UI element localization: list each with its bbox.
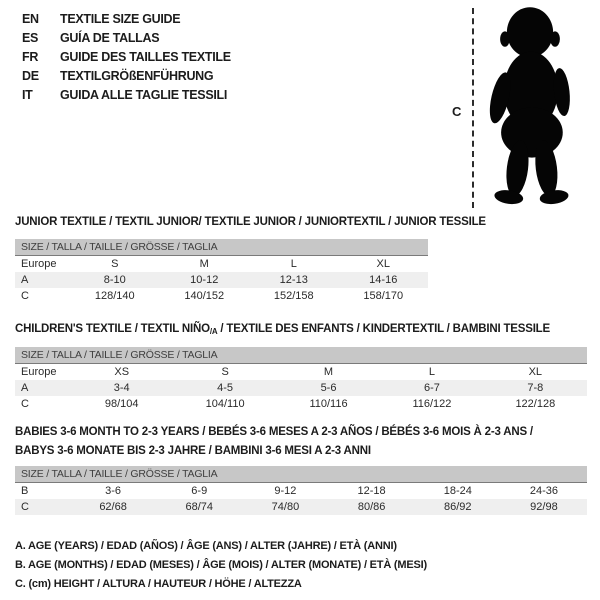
size-cell: M — [199, 258, 209, 270]
language-title: GUÍA DE TALLAS — [60, 31, 160, 45]
children-section-title — [15, 320, 550, 341]
size-cell: XL — [528, 366, 543, 378]
value-cell: 10-12 — [190, 274, 219, 286]
row-label: C — [21, 398, 29, 410]
value-cell: 3-4 — [113, 382, 130, 394]
value-cell: 80/86 — [357, 501, 386, 513]
value-cell: 140/152 — [184, 290, 225, 302]
language-code: ES — [22, 31, 39, 45]
table-row — [15, 396, 587, 412]
row-label: A — [21, 274, 29, 286]
size-cell: XL — [376, 258, 390, 270]
value-cell: 152/158 — [273, 290, 314, 302]
babies-section-title-line2: BABYS 3-6 MONATE BIS 2-3 JAHRE / BAMBINI 3-6 MESI A 2-3 ANNI — [15, 445, 371, 457]
value-cell: 3-6 — [105, 485, 122, 497]
table-row — [15, 499, 587, 515]
value-cell: 6-7 — [423, 382, 440, 394]
value-cell: 12-13 — [279, 274, 308, 286]
size-cell: L — [290, 258, 297, 270]
language-code: IT — [22, 88, 33, 102]
value-cell: 5-6 — [320, 382, 337, 394]
table-row — [15, 483, 587, 499]
value-cell: 4-5 — [217, 382, 234, 394]
row-label: Europe — [21, 258, 57, 270]
size-cell: M — [323, 366, 334, 378]
note-height-cm: C. (cm) HEIGHT / ALTURA / HAUTEUR / HÖHE / ALTEZZA — [15, 578, 302, 590]
junior-size-table — [15, 239, 428, 304]
language-code: DE — [22, 69, 39, 83]
row-label: Europe — [21, 366, 57, 378]
size-header-band: SIZE / TALLA / TAILLE / GRÖSSE / TAGLIA — [15, 239, 428, 256]
value-cell: 12-18 — [357, 485, 386, 497]
row-label: C — [21, 290, 29, 302]
value-cell: 122/128 — [515, 398, 556, 410]
size-cell: S — [221, 366, 229, 378]
note-age-months: B. AGE (MONTHS) / EDAD (MESES) / ÂGE (MOIS) / ALTER (MONATE) / ETÀ (MESI) — [15, 559, 427, 571]
table-row — [15, 380, 587, 396]
size-header-band: SIZE / TALLA / TAILLE / GRÖSSE / TAGLIA — [15, 466, 587, 483]
note-age-years: A. AGE (YEARS) / EDAD (AÑOS) / ÂGE (ANS) / ALTER (JAHRE) / ETÀ (ANNI) — [15, 540, 397, 552]
value-cell: 104/110 — [205, 398, 245, 410]
value-cell: 9-12 — [274, 485, 297, 497]
value-cell: 116/122 — [412, 398, 452, 410]
value-cell: 92/98 — [530, 501, 558, 513]
value-cell: 24-36 — [529, 485, 559, 497]
legend-notes — [15, 537, 427, 594]
value-cell: 14-16 — [369, 274, 398, 286]
size-cell: XS — [114, 366, 130, 378]
table-row — [15, 272, 428, 288]
row-label: A — [21, 382, 29, 394]
toddler-silhouette-image — [477, 3, 583, 211]
row-label: B — [21, 485, 29, 497]
value-cell: 74/80 — [271, 501, 300, 513]
language-title: GUIDE DES TAILLES TEXTILE — [60, 50, 231, 64]
language-title: TEXTILGRÖßENFÜHRUNG — [60, 69, 214, 83]
value-cell: 8-10 — [103, 274, 126, 286]
value-cell: 68/74 — [185, 501, 214, 513]
table-row — [15, 364, 587, 380]
table-row — [15, 288, 428, 304]
babies-section-title-line1: BABIES 3-6 MONTH TO 2-3 YEARS / BEBÉS 3-6 MESES A 2-3 AÑOS / BÉBÉS 3-6 MOIS À 2-3 ANS / — [15, 426, 533, 438]
height-measure-label: C — [452, 104, 462, 119]
size-cell: S — [111, 258, 119, 270]
value-cell: 110/116 — [309, 398, 348, 410]
value-cell: 62/68 — [99, 501, 127, 513]
language-code: FR — [22, 50, 39, 64]
children-title-pre: CHILDREN'S TEXTILE / TEXTIL NIÑO — [15, 323, 210, 335]
height-measure-dashed-line — [472, 8, 474, 208]
children-size-table — [15, 347, 587, 412]
children-title-subscript: /A — [209, 327, 218, 336]
value-cell: 128/140 — [94, 290, 135, 302]
value-cell: 98/104 — [104, 398, 139, 410]
language-title-block — [22, 10, 231, 105]
value-cell: 158/170 — [363, 290, 404, 302]
junior-section-title: JUNIOR TEXTILE / TEXTIL JUNIOR/ TEXTILE JUNIOR / JUNIORTEXTIL / JUNIOR TESSILE — [15, 216, 486, 228]
size-header-band: SIZE / TALLA / TAILLE / GRÖSSE / TAGLIA — [15, 347, 587, 364]
language-title: GUIDA ALLE TAGLIE TESSILI — [60, 88, 228, 102]
table-row — [15, 256, 428, 272]
babies-size-table — [15, 466, 587, 515]
children-title-post: / TEXTILE DES ENFANTS / KINDERTEXTIL / BAMBINI TESSILE — [217, 323, 550, 335]
language-row — [22, 29, 231, 48]
row-label: C — [21, 501, 29, 513]
language-row — [22, 67, 231, 86]
value-cell: 86/92 — [444, 501, 472, 513]
value-cell: 6-9 — [191, 485, 208, 497]
value-cell: 18-24 — [443, 485, 472, 497]
value-cell: 7-8 — [527, 382, 544, 394]
language-row — [22, 48, 231, 67]
size-cell: L — [428, 366, 435, 378]
language-row — [22, 86, 231, 105]
language-code: EN — [22, 12, 39, 26]
language-row — [22, 10, 231, 29]
language-title: TEXTILE SIZE GUIDE — [60, 12, 181, 26]
